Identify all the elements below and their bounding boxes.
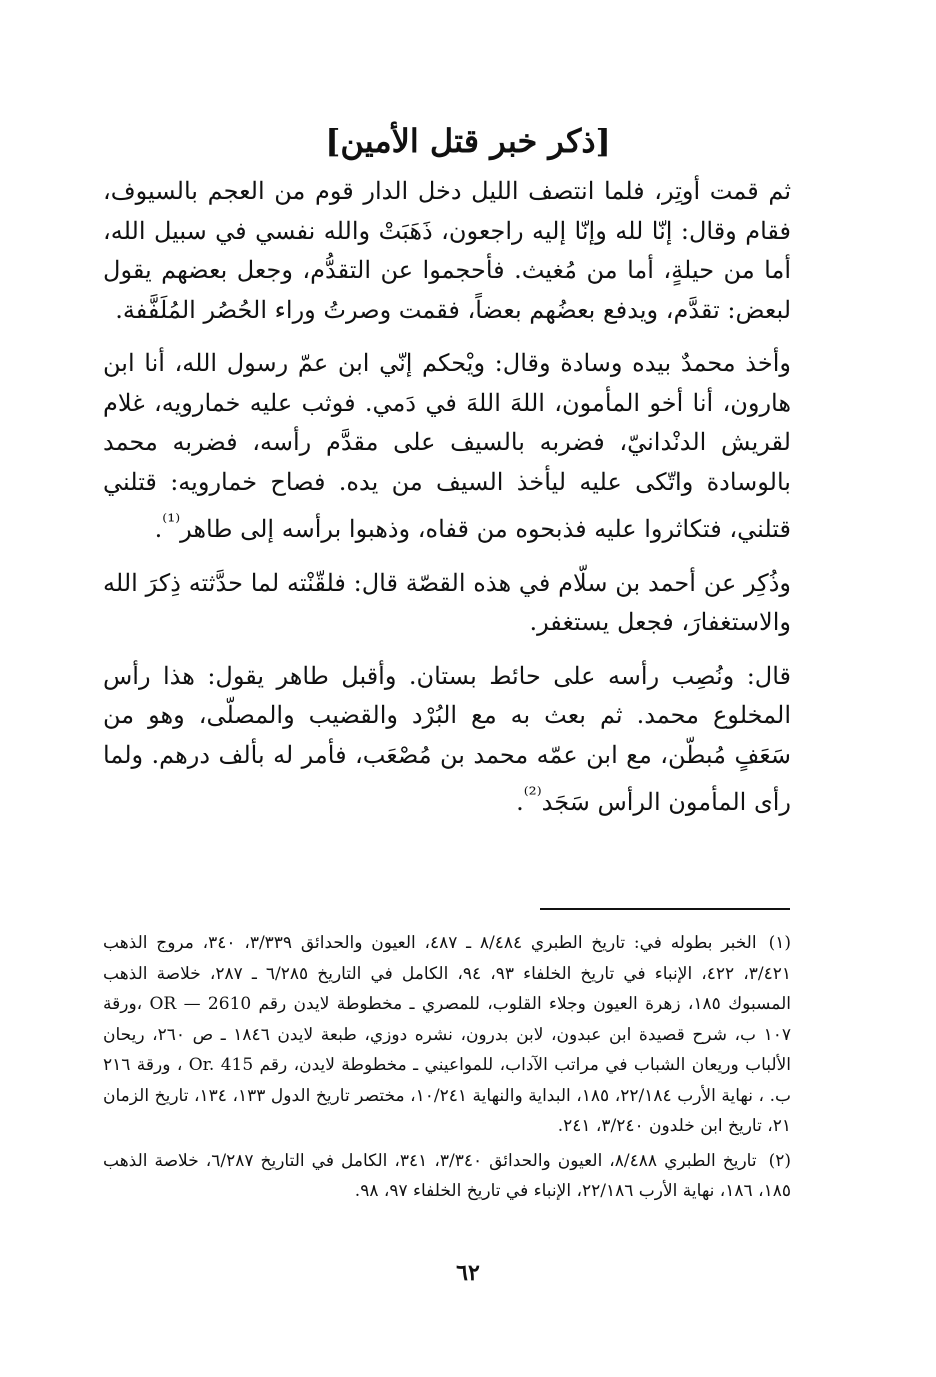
paragraph-4 [103,657,791,823]
main-text [103,172,791,837]
footnote-2 [103,1146,791,1207]
section-title: [ذكر خبر قتل الأمين] [325,122,611,160]
paragraph-1 [103,172,791,330]
footnote-2-text: تاريخ الطبري ٨/٤٨٨، العيون والحدائق ٣/٣٤٠، ٣٤١، الكامل في التاريخ ٦/٢٨٧، خلاصة الذهب ١٨٥، ١٨٦، نهاية الأرب ٢٢/١٨٦، الإنباء في تاريخ الخلفاء ٩٧، ٩٨. [103,1150,791,1201]
footnote-divider [540,908,790,910]
footnotes [103,928,791,1211]
paragraph-2-tail: . [154,515,163,543]
paragraph-4-tail: . [516,788,524,816]
paragraph-2 [103,344,791,550]
paragraph-3 [103,564,791,643]
paragraph-1-text: ثم قمت أوتِر، فلما انتصف الليل دخل الدار قوم من العجم بالسيوف، فقام وقال: إنّا لله وإنّا إليه راجعون، ذَهَبَتْ والله نفسي في سبيل الله، أما من حيلةٍ، أما من مُغيث. فأحجموا عن التقدُّم، وجعل بعضهم يقول لبعض: تقدَّم، ويدفع بعضُهم بعضاً، فقمت وصرتُ وراء الحُصُر المُلَفَّفة. [103,177,792,324]
footnote-2-number: (٢) [768,1150,792,1171]
paragraph-2-text: وأخذ محمدٌ بيده وسادة وقال: ويْحكم إنّي ابن عمّ رسول الله، أنا ابن هارون، أنا أخو المأمون، اللهَ اللهَ في دَمي. فوثب عليه خمارويه، غلام لقريش الدنْدانيّ، فضربه بالسيف على مقدَّم رأسه، فضربه محمد بالوسادة واتّكى عليه ليأخذ السيف من يده. فصاح خمارويه: قتلني قتلني، فتكاثروا عليه فذبحوه من قفاه، وذهبوا برأسه إلى طاهر [103,349,791,543]
paragraph-4-text: قال: ونُصِب رأسه على حائط بستان. وأقبل طاهر يقول: هذا رأس المخلوع محمد. ثم بعث به مع البُرْد والقضيب والمصلّى، وهو من سَعَفٍ مُبطّن، مع ابن عمّه محمد بن مُصْعَب، فأمر له بألف درهم. ولما رأى المأمون الرأس سَجَد [103,661,791,816]
paragraph-3-text: وذُكِر عن أحمد بن سلّام في هذه القصّة قال: فلقّنْته لما حدَّثته ذِكرَ الله والاستغفارَ، فجعل يستغفر. [103,568,791,636]
footnote-1-text: الخبر بطوله في: تاريخ الطبري ٨/٤٨٤ ـ ٤٨٧، العيون والحدائق ٣/٣٣٩، ٣٤٠، مروج الذهب ٣/٤٢١، ٤٢٢، الإنباء في تاريخ الخلفاء ٩٣، ٩٤، الكامل في التاريخ ٦/٢٨٥ ـ ٢٨٧، خلاصة الذهب المسبوك ١٨٥، زهرة العيون وجلاء القلوب، للمصري ـ مخطوطة لايدن رقم OR — 2610 ،ورقة ١٠٧ ب، شرح قصيدة ابن عبدون، لابن بدرون، نشره دوزي، طبعة لايدن ١٨٤٦ ـ ص ٢٦٠، ريحان الألباب وريعان الشباب في مراتب الآداب، للمواعيني ـ مخطوطة لايدن، رقم Or. 415 ، ورقة ٢١٦ ب. ، نهاية الأرب ٢٢/١٨٤، ١٨٥، البداية والنهاية ١٠/٢٤١، مختصر تاريخ الدول ١٣٣، ١٣٤، تاريخ الزمان ٢١، تاريخ ابن خلدون ٣/٢٤٠، ٢٤١. [103,933,792,1136]
footnote-1 [103,928,791,1142]
footnote-1-number: (١) [768,933,792,953]
footnote-ref-1: ⁽¹⁾ [162,509,181,533]
footnote-ref-2: ⁽²⁾ [523,782,542,806]
page-number: ٦٢ [456,1260,480,1286]
